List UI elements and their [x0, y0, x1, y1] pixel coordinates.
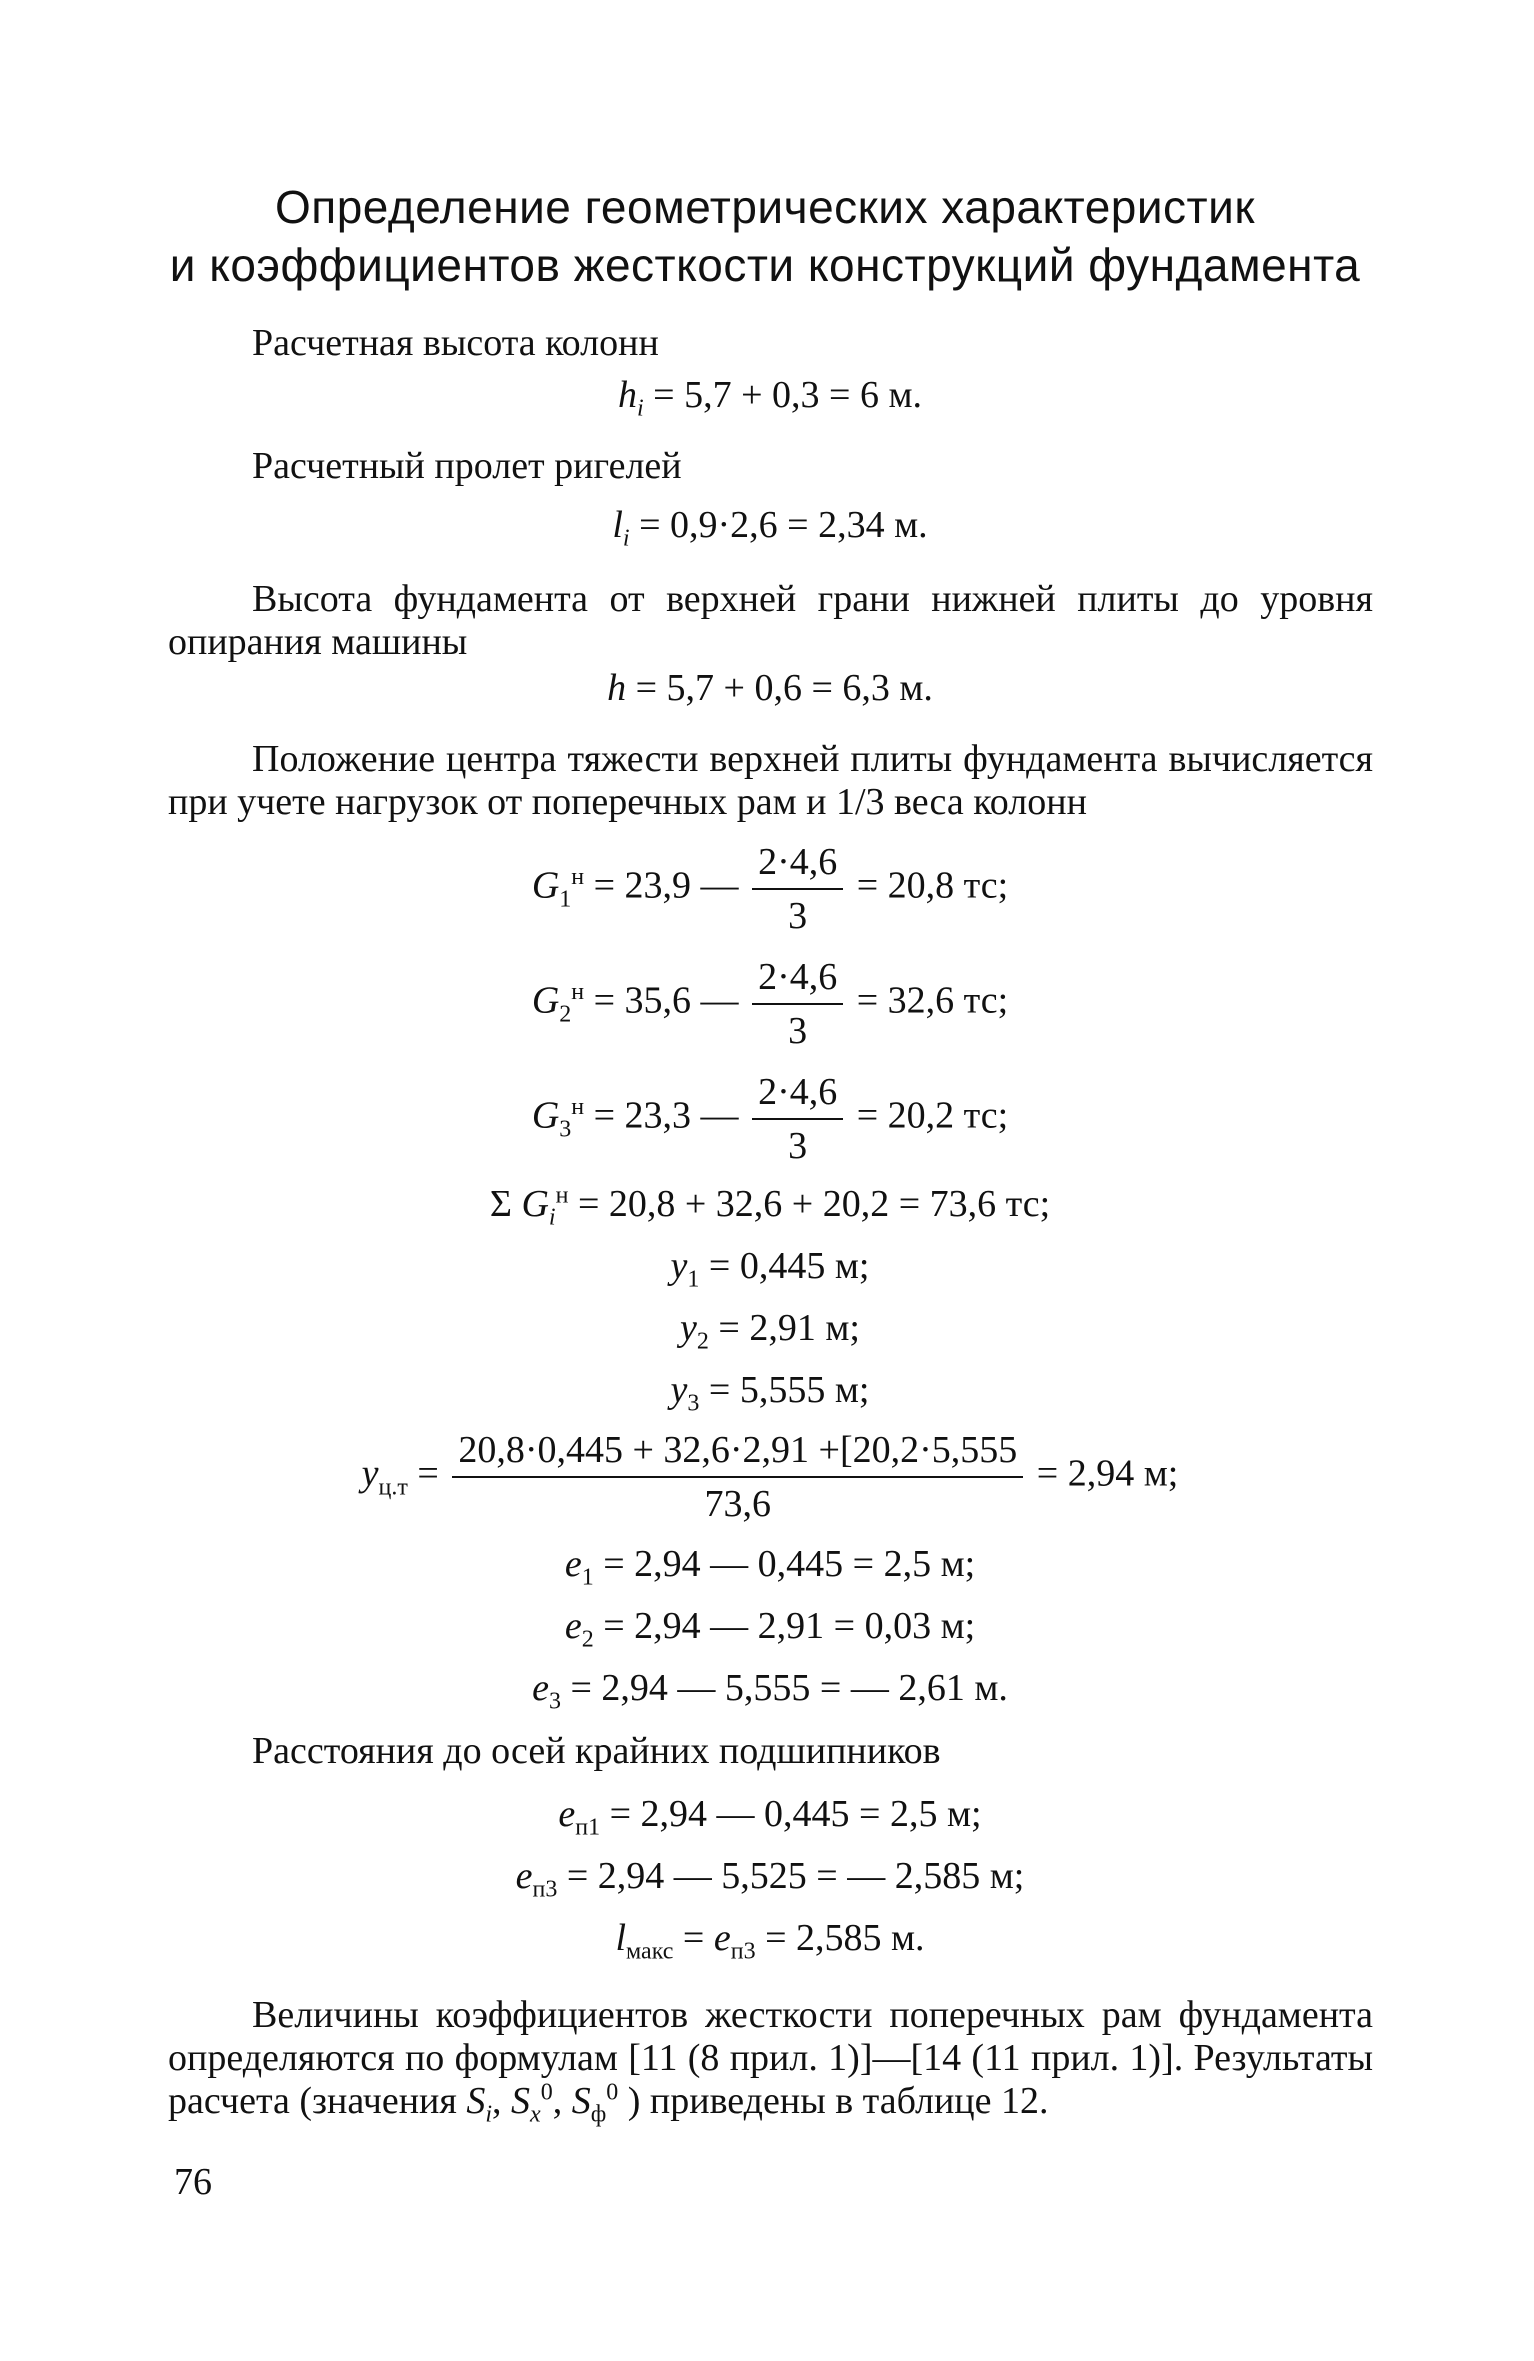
formula-y3: $y_3 = 5,555$ м; — [670, 1369, 870, 1417]
formula-g3: $G_3^н = 23,3$ — $\frac{2\cdot 4,6}{3}$ = 20,2 тс; — [531, 1071, 1009, 1167]
formula-foundation-height: h = 5,7 + 0,6 = 6,3 м. — [607, 667, 933, 709]
section-heading-line-2: и коэффициентов жесткости конструкций фундамента — [169, 239, 1361, 291]
bearing-distance-label: Расстояния до осей крайних подшипников — [252, 1730, 941, 1772]
page-number: 76 — [174, 2161, 212, 2203]
formula-g1: $G_1^н = 23,9$ — $\frac{2\cdot 4,6}{3}$ = 20,8 тс; — [531, 841, 1009, 937]
formula-e3: $e_3 = 2,94$ — 5,555 = — 2,61 м. — [532, 1667, 1008, 1715]
formula-span: $l_i = 0,9\cdot 2,6 = 2,34$ м. — [612, 504, 928, 552]
formula-g2: $G_2^н = 35,6$ — $\frac{2\cdot 4,6}{3}$ = 32,6 тс; — [531, 956, 1009, 1052]
stiffness-paragraph: Величины коэффициентов жесткости поперечных рам фундамента определяются по формулам [11 (8 прил. 1)]—[14 (11 прил. 1)]. Результаты расчета (значения $S_i$, $S_x^0$, $S_ф^0$ ) приведены в таблице 12. — [168, 1994, 1373, 2128]
formula-center-of-gravity: $y_{ц.т}$ = $\frac{20,8\cdot 0,445 + 32,6\cdot 2,91 +[20,2\cdot 5,555}{73,6}$ = 2,94 м; — [361, 1429, 1179, 1525]
formula-ep3: $e_{п3} = 2,94$ — 5,525 = — 2,585 м; — [515, 1855, 1025, 1903]
formula-column-height: $h_i = 5,7 + 0,3 = 6$ м. — [617, 374, 922, 422]
center-of-gravity-paragraph: Положение центра тяжести верхней плиты фундамента вычисляется при учете нагрузок от поперечных рам и 1/3 веса колонн — [168, 738, 1373, 823]
column-height-label: Расчетная высота колонн — [252, 322, 659, 364]
formula-y1: $y_1 = 0,445$ м; — [670, 1245, 870, 1293]
formula-sum-g: Σ $G_i^н = 20,8 + 32,6 + 20,2 = 73,6$ тс; — [489, 1182, 1051, 1231]
foundation-height-paragraph: Высота фундамента от верхней грани нижней плиты до уровня опирания машины — [168, 578, 1373, 663]
section-heading-line-1: Определение геометрических характеристик — [275, 181, 1255, 233]
formula-e2: $e_2 = 2,94$ — 2,91 = 0,03 м; — [564, 1605, 976, 1653]
formula-lmax: $l_{макс} = e_{п3} = 2,585$ м. — [615, 1917, 925, 1965]
formula-e1: $e_1 = 2,94$ — 0,445 = 2,5 м; — [564, 1543, 976, 1591]
formula-ep1: $e_{п1} = 2,94$ — 0,445 = 2,5 м; — [558, 1793, 982, 1841]
span-label: Расчетный пролет ригелей — [252, 445, 682, 487]
formula-y2: $y_2 = 2,91$ м; — [680, 1307, 860, 1355]
